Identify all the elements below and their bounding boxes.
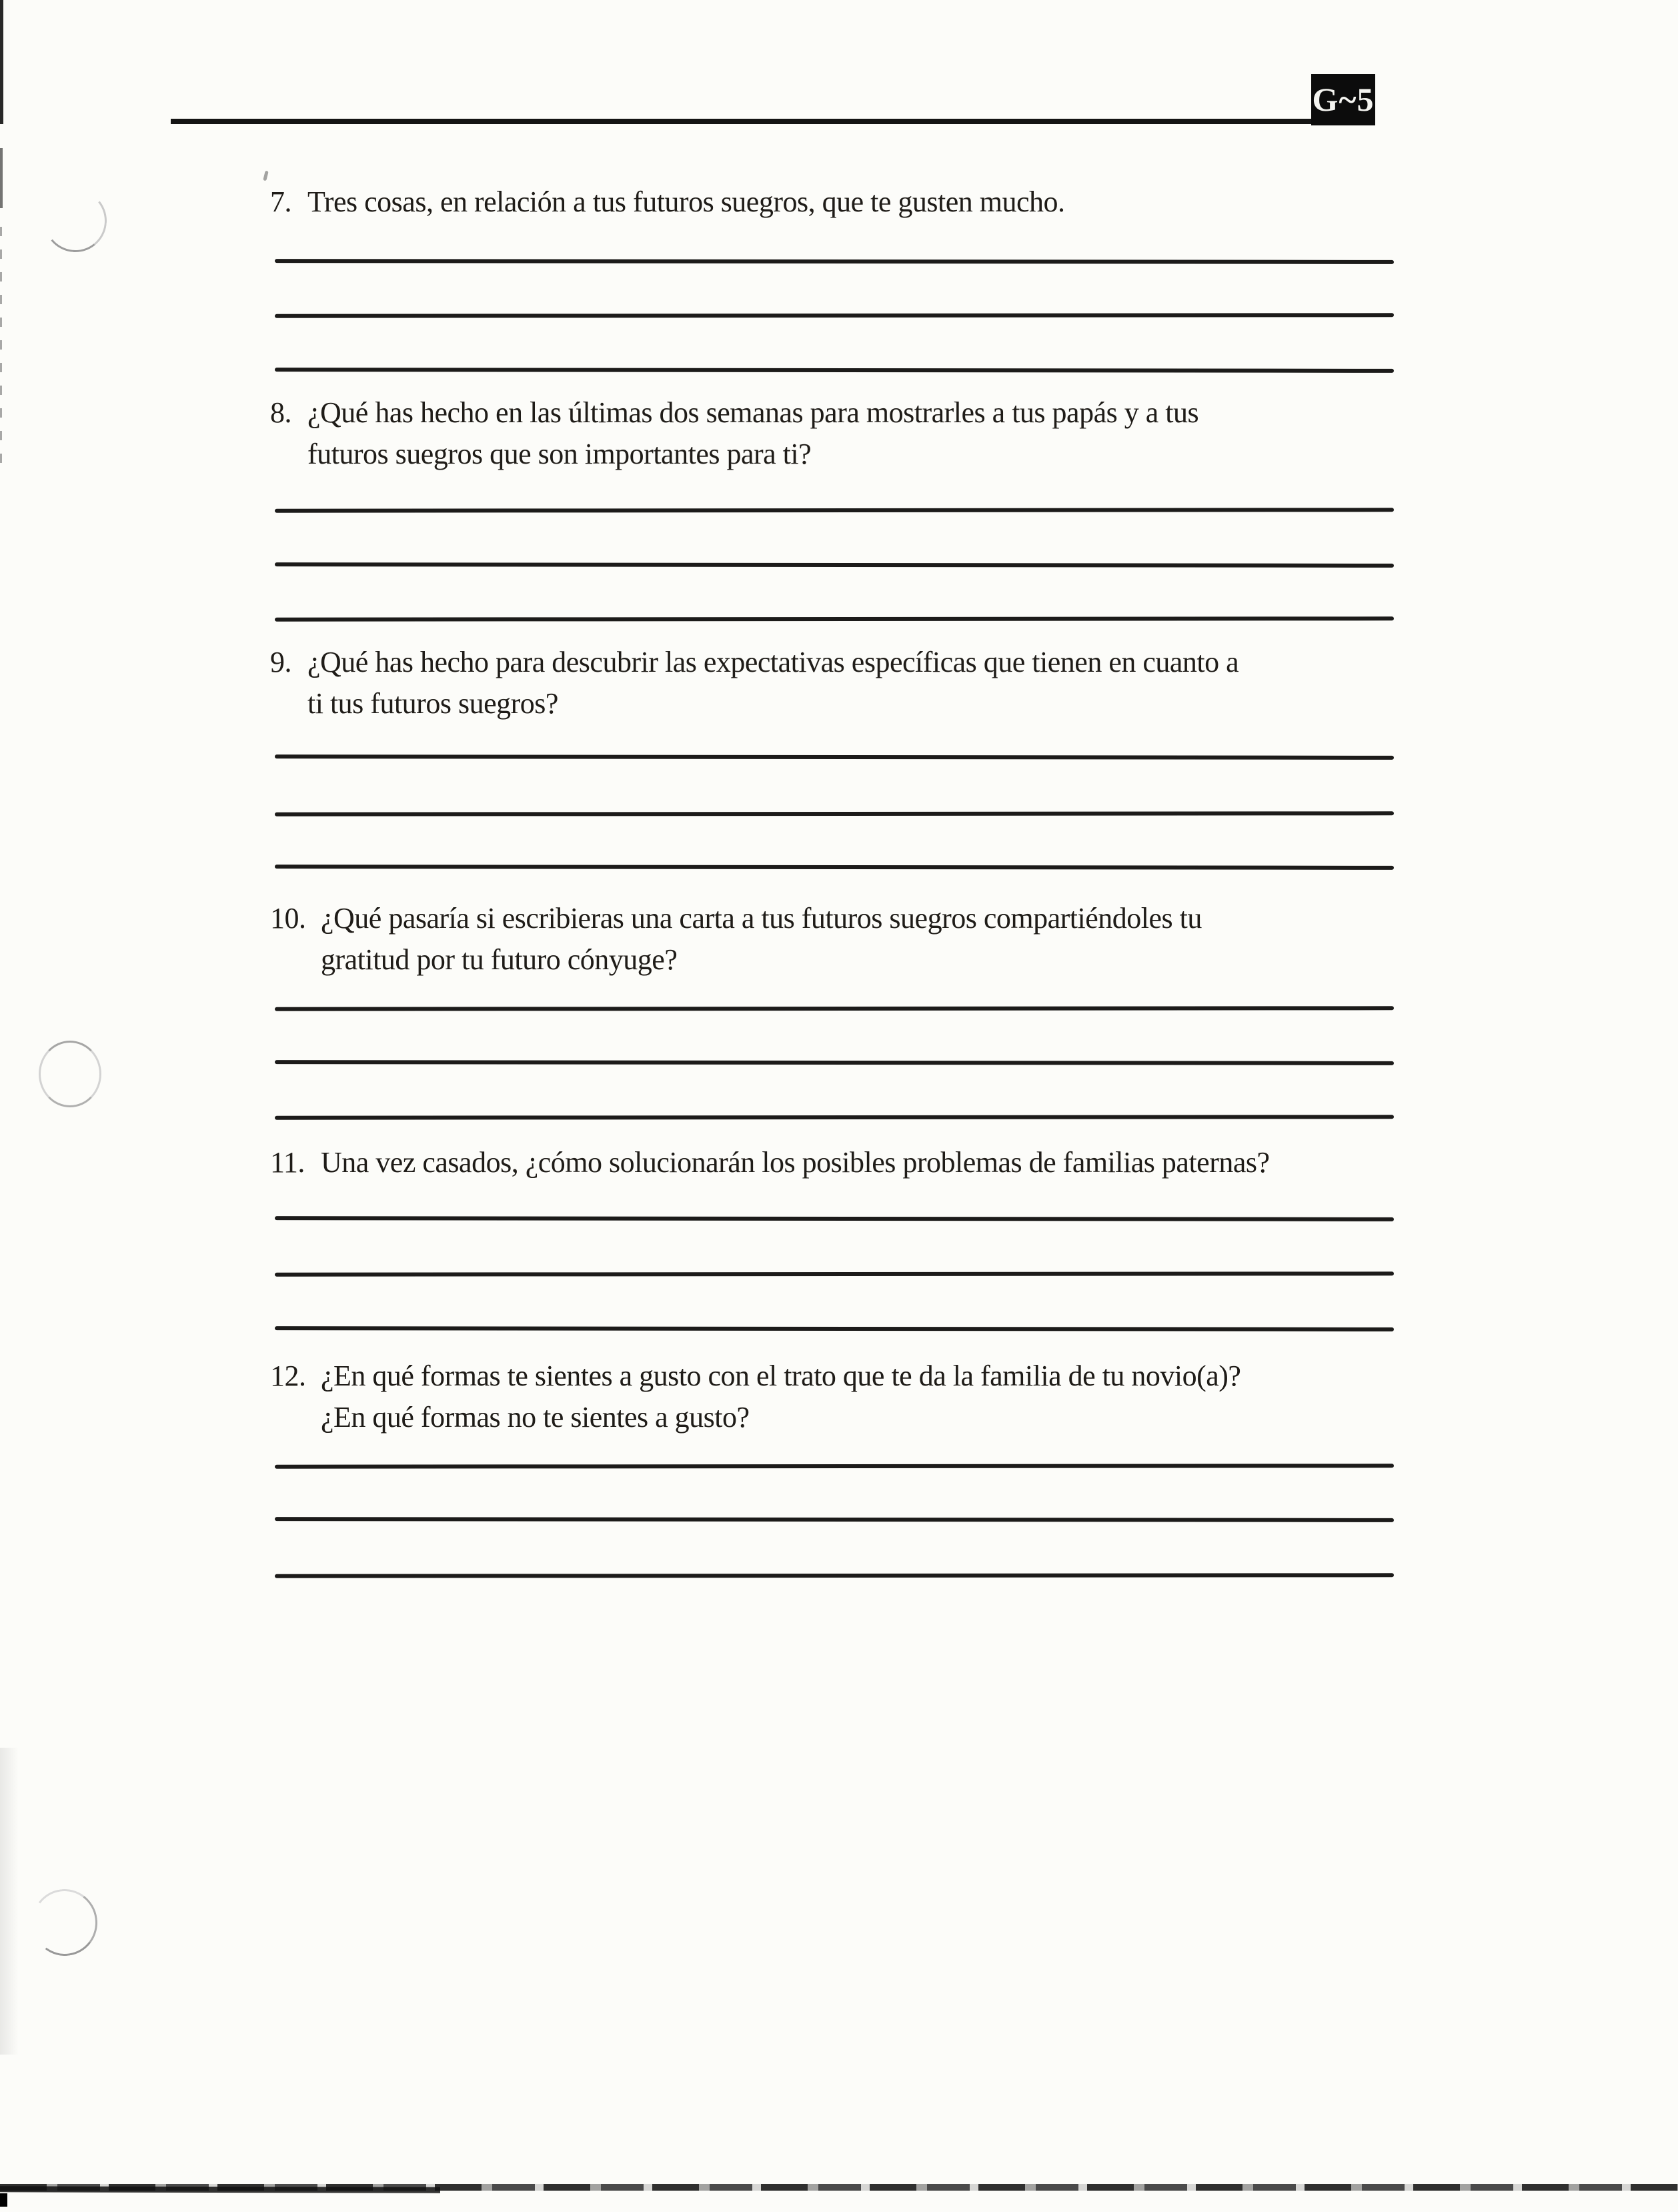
- scan-corner-mark: [0, 2193, 7, 2207]
- question-text-line: ¿Qué has hecho en las últimas dos semanas para mostrarles a tus papás y a tus: [307, 396, 1199, 429]
- answer-line: [275, 562, 1394, 568]
- scan-edge-artifact: [0, 227, 2, 467]
- answer-line: [275, 811, 1394, 816]
- scan-edge-artifact: [0, 148, 3, 208]
- question-text-line: futuros suegros que son importantes para ti?: [307, 438, 812, 470]
- answer-line: [275, 754, 1394, 760]
- answer-line: [275, 313, 1394, 318]
- question-text-line: ¿Qué pasaría si escribieras una carta a tus futuros suegros compartiéndoles tu: [321, 902, 1202, 935]
- answer-line: [275, 616, 1394, 621]
- answer-line: [275, 508, 1394, 512]
- answer-line: [275, 1573, 1394, 1578]
- answer-line: [275, 1060, 1394, 1065]
- answer-line: [275, 1216, 1394, 1221]
- question-text-line: gratitud por tu futuro cónyuge?: [321, 943, 678, 976]
- question-7: [270, 181, 1065, 223]
- answer-line: [275, 259, 1394, 264]
- question-10: [270, 898, 1202, 981]
- question-text-line: Una vez casados, ¿cómo solucionarán los posibles problemas de familias paternas?: [321, 1146, 1270, 1179]
- scan-edge-artifact: [0, 0, 3, 124]
- question-number: 12.: [270, 1359, 306, 1392]
- answer-line: [275, 1326, 1394, 1331]
- question-text-line: Tres cosas, en relación a tus futuros suegros, que te gusten mucho.: [307, 185, 1065, 218]
- punch-hole-mark: [28, 1885, 102, 1961]
- page-code-label: G~5: [1312, 81, 1375, 118]
- answer-line: [275, 1517, 1394, 1522]
- question-number: 8.: [270, 396, 291, 429]
- question-8: [270, 392, 1198, 475]
- answer-line: [275, 1464, 1394, 1468]
- question-12: [270, 1355, 1240, 1438]
- answer-line: [275, 368, 1394, 373]
- question-number: 7.: [270, 185, 291, 218]
- question-text-line: ¿En qué formas te sientes a gusto con el trato que te da la familia de tu novio(a)?: [321, 1359, 1241, 1392]
- header-rule: [171, 119, 1375, 124]
- question-text-line: ¿En qué formas no te sientes a gusto?: [321, 1401, 750, 1434]
- question-11: [270, 1142, 1270, 1183]
- punch-hole-mark: [41, 186, 109, 255]
- question-text-line: ti tus futuros suegros?: [307, 687, 558, 720]
- scan-edge-artifact: [0, 1748, 19, 2055]
- punch-hole-mark: [39, 1041, 101, 1107]
- page-code-badge: [1311, 74, 1375, 125]
- answer-line: [275, 865, 1394, 870]
- question-text-line: ¿Qué has hecho para descubrir las expectativas específicas que tienen en cuanto a: [307, 646, 1239, 678]
- scan-speck: [263, 171, 268, 181]
- question-number: 9.: [270, 646, 291, 678]
- answer-line: [275, 1115, 1394, 1119]
- scan-bottom-streak: [0, 2186, 440, 2193]
- question-number: 11.: [270, 1146, 305, 1179]
- answer-line: [275, 1271, 1394, 1276]
- question-9: [270, 642, 1238, 724]
- question-number: 10.: [270, 902, 306, 935]
- answer-line: [275, 1006, 1394, 1011]
